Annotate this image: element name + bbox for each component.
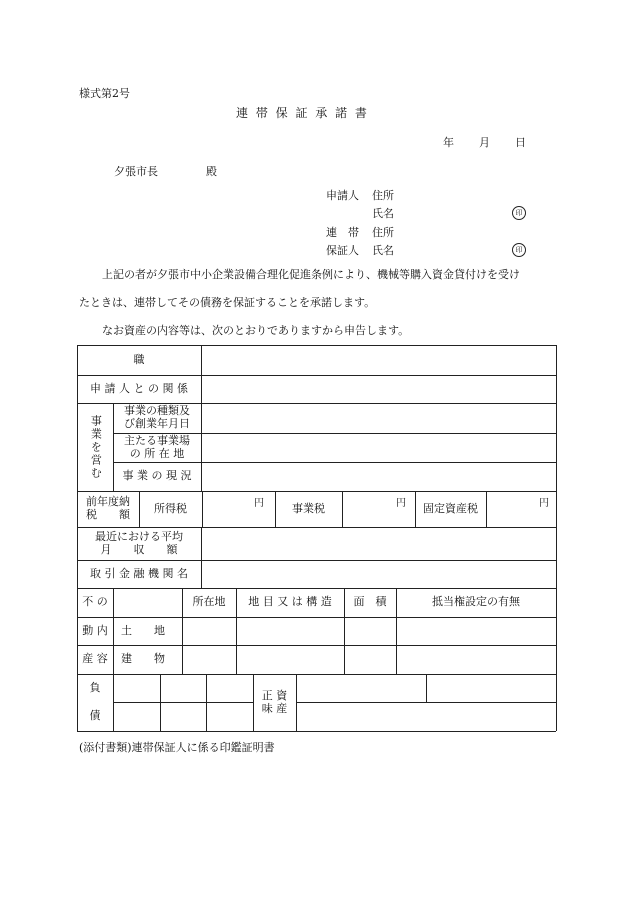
yen-unit: 円	[254, 498, 264, 509]
body-paragraph-line2: たときは、連帯してその債務を保証することを承諾します。	[79, 296, 376, 309]
business-status-label: 事 業 の 現 況	[122, 469, 192, 483]
document-title: 連 帯 保 証 承 諾 書	[236, 106, 369, 120]
business-group-label: 事業を営む	[89, 414, 103, 480]
bank-label: 取 引 金 融 機 関 名	[90, 566, 188, 580]
seal-icon: 印	[512, 243, 526, 257]
category-header: 地 目 又 は 構 造	[248, 595, 332, 609]
business-type-cell	[113, 403, 201, 433]
tax-label-1: 前年度納	[86, 495, 130, 509]
business-group-cell	[77, 403, 113, 491]
addressee: 夕張市長	[114, 165, 158, 178]
debt-label-2: 債	[89, 709, 101, 723]
tax-label-cell	[77, 491, 139, 527]
honorific: 殿	[206, 165, 217, 178]
joint-label: 連 帯	[326, 226, 359, 239]
land-label: 土 地	[121, 623, 165, 637]
guarantor-label: 保証人	[326, 244, 359, 257]
debt-label-1: 負	[89, 680, 101, 694]
realestate-label-1: 不 の	[82, 595, 108, 609]
guarantor-address-label: 住所	[372, 226, 394, 239]
applicant-label: 申請人	[326, 189, 359, 202]
applicant-address-label: 住所	[372, 189, 394, 202]
property-tax-label: 固定資産税	[423, 501, 478, 515]
mortgage-header: 抵当権設定の有無	[432, 595, 520, 609]
body-paragraph-2: なお資産の内容等は、次のとおりでありますから申告します。	[102, 324, 410, 337]
area-header: 面 積	[353, 595, 387, 609]
seal-icon: 印	[512, 206, 526, 220]
yen-unit: 円	[396, 498, 406, 509]
net-assets-label-2: 味 産	[261, 701, 288, 715]
date-month: 月	[479, 136, 490, 149]
relation-label: 申 請 人 と の 関 係	[90, 381, 188, 395]
yen-unit: 円	[539, 498, 549, 509]
applicant-name-label: 氏名	[372, 207, 394, 220]
income-tax-label: 所得税	[154, 501, 187, 515]
occupation-label: 職	[133, 352, 145, 366]
business-tax-label: 事業税	[292, 501, 325, 515]
body-paragraph-line1: 上記の者が夕張市中小企業設備合理化促進条例により、機械等購入資金貸付けを受け	[102, 268, 520, 281]
date-day: 日	[515, 136, 526, 149]
date-year: 年	[443, 136, 454, 149]
building-label: 建 物	[121, 652, 165, 666]
location-header: 所在地	[192, 595, 226, 609]
main-office-cell	[113, 433, 201, 462]
net-assets-label-1: 正 資	[261, 688, 288, 702]
tax-label-2: 税 額	[86, 508, 130, 521]
avg-income-label-2: 月 収 額	[100, 542, 178, 556]
avg-income-cell	[77, 527, 201, 560]
form-number: 様式第2号	[79, 87, 130, 100]
main-office-label-2: の 所 在 地	[129, 446, 185, 460]
guarantor-name-label: 氏名	[372, 244, 394, 257]
business-type-label-2: び創業年月日	[124, 417, 190, 430]
main-office-label-1: 主たる事業場	[124, 433, 190, 447]
avg-income-label-1: 最近における平均	[95, 529, 183, 543]
realestate-label-2: 動 内	[82, 623, 108, 637]
attachment-note: (添付書類)連帯保証人に係る印鑑証明書	[79, 741, 275, 754]
net-assets-cell	[253, 674, 296, 731]
realestate-label-3: 産 容	[82, 652, 108, 666]
business-type-label-1: 事業の種類及	[124, 404, 190, 418]
